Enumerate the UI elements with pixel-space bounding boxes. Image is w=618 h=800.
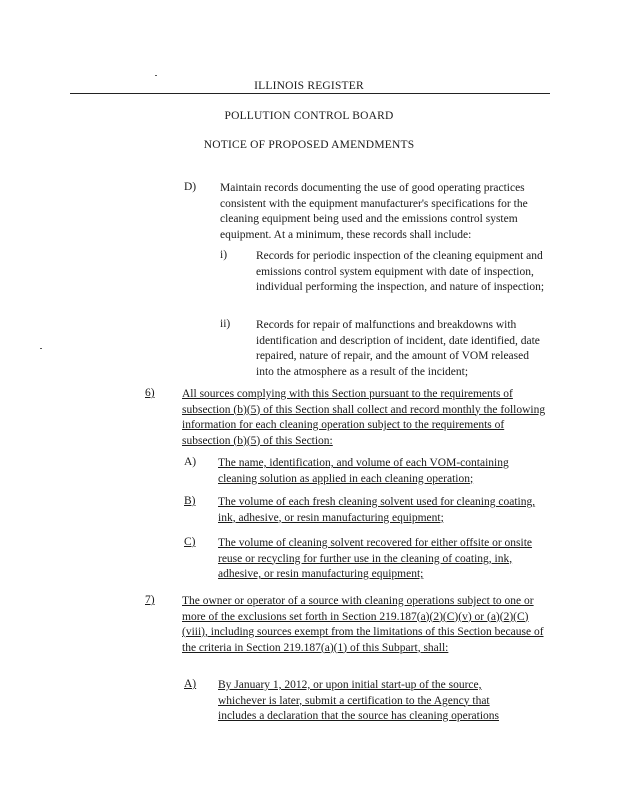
item-ii-text: Records for repair of malfunctions and breakdowns with identification and description of incident, date identified, date repaired, nature of repair, and the amount of VOM released into the atmosphere as a result of the incident; — [256, 319, 540, 378]
item-7a-label: A) — [184, 678, 197, 690]
item-6b-label: B) — [184, 495, 196, 507]
item-7a-text: By January 1, 2012, or upon initial start-up of the source, whichever is later, submit a certification to the Agency that includes a declaration that the source has cleaning operations — [218, 679, 500, 722]
item-d-text: Maintain records documenting the use of good operating practices consistent with the equipment manufacturer's specifications for the cleaning equipment being used and the emissions control system equipment. At a minimum, these records shall include: — [220, 182, 528, 241]
item-d-label: D) — [184, 181, 197, 193]
item-6b-text: The volume of each fresh cleaning solvent used for cleaning coating, ink, adhesive, or resin manufacturing equipment; — [218, 496, 536, 524]
notice-title: NOTICE OF PROPOSED AMENDMENTS — [203, 139, 415, 151]
item-6a-text: The name, identification, and volume of each VOM-containing cleaning solution as applied in each cleaning operation; — [218, 457, 509, 485]
item-i-label: i) — [220, 249, 228, 261]
item-6c-label: C) — [184, 536, 196, 548]
item-6-text: All sources complying with this Section pursuant to the requirements of subsection (b)(5) of this Section shall collect and record monthly the following information for each cleaning operation subject to the requirements of subsection (b)(5) of this Section: — [182, 388, 546, 447]
item-ii-label: ii) — [220, 318, 231, 330]
item-7-text: The owner or operator of a source with cleaning operations subject to one or more of the exclusions set forth in Section 219.187(a)(2)(C)(v) or (a)(2)(C)(viii), including sources exempt from the limitations of this Section because of the criteria in Section 219.187(a)(1) of this Subpart, shall: — [182, 595, 544, 654]
scan-speck — [40, 348, 42, 349]
item-6c-text: The volume of cleaning solvent recovered for either offsite or onsite reuse or recycling for further use in the cleaning of coating, ink, adhesive, or resin manufacturing equipment; — [218, 537, 533, 580]
item-i-text: Records for periodic inspection of the cleaning equipment and emissions control system equipment with date of inspection, individual performing the inspection, and nature of inspection; — [256, 250, 545, 293]
item-6-label: 6) — [145, 387, 155, 399]
header-rule — [70, 93, 550, 94]
scan-speck — [155, 75, 157, 76]
board-title: POLLUTION CONTROL BOARD — [224, 110, 394, 122]
register-title: ILLINOIS REGISTER — [0, 80, 618, 92]
item-6a-label: A) — [184, 456, 197, 468]
item-7-label: 7) — [145, 594, 155, 606]
